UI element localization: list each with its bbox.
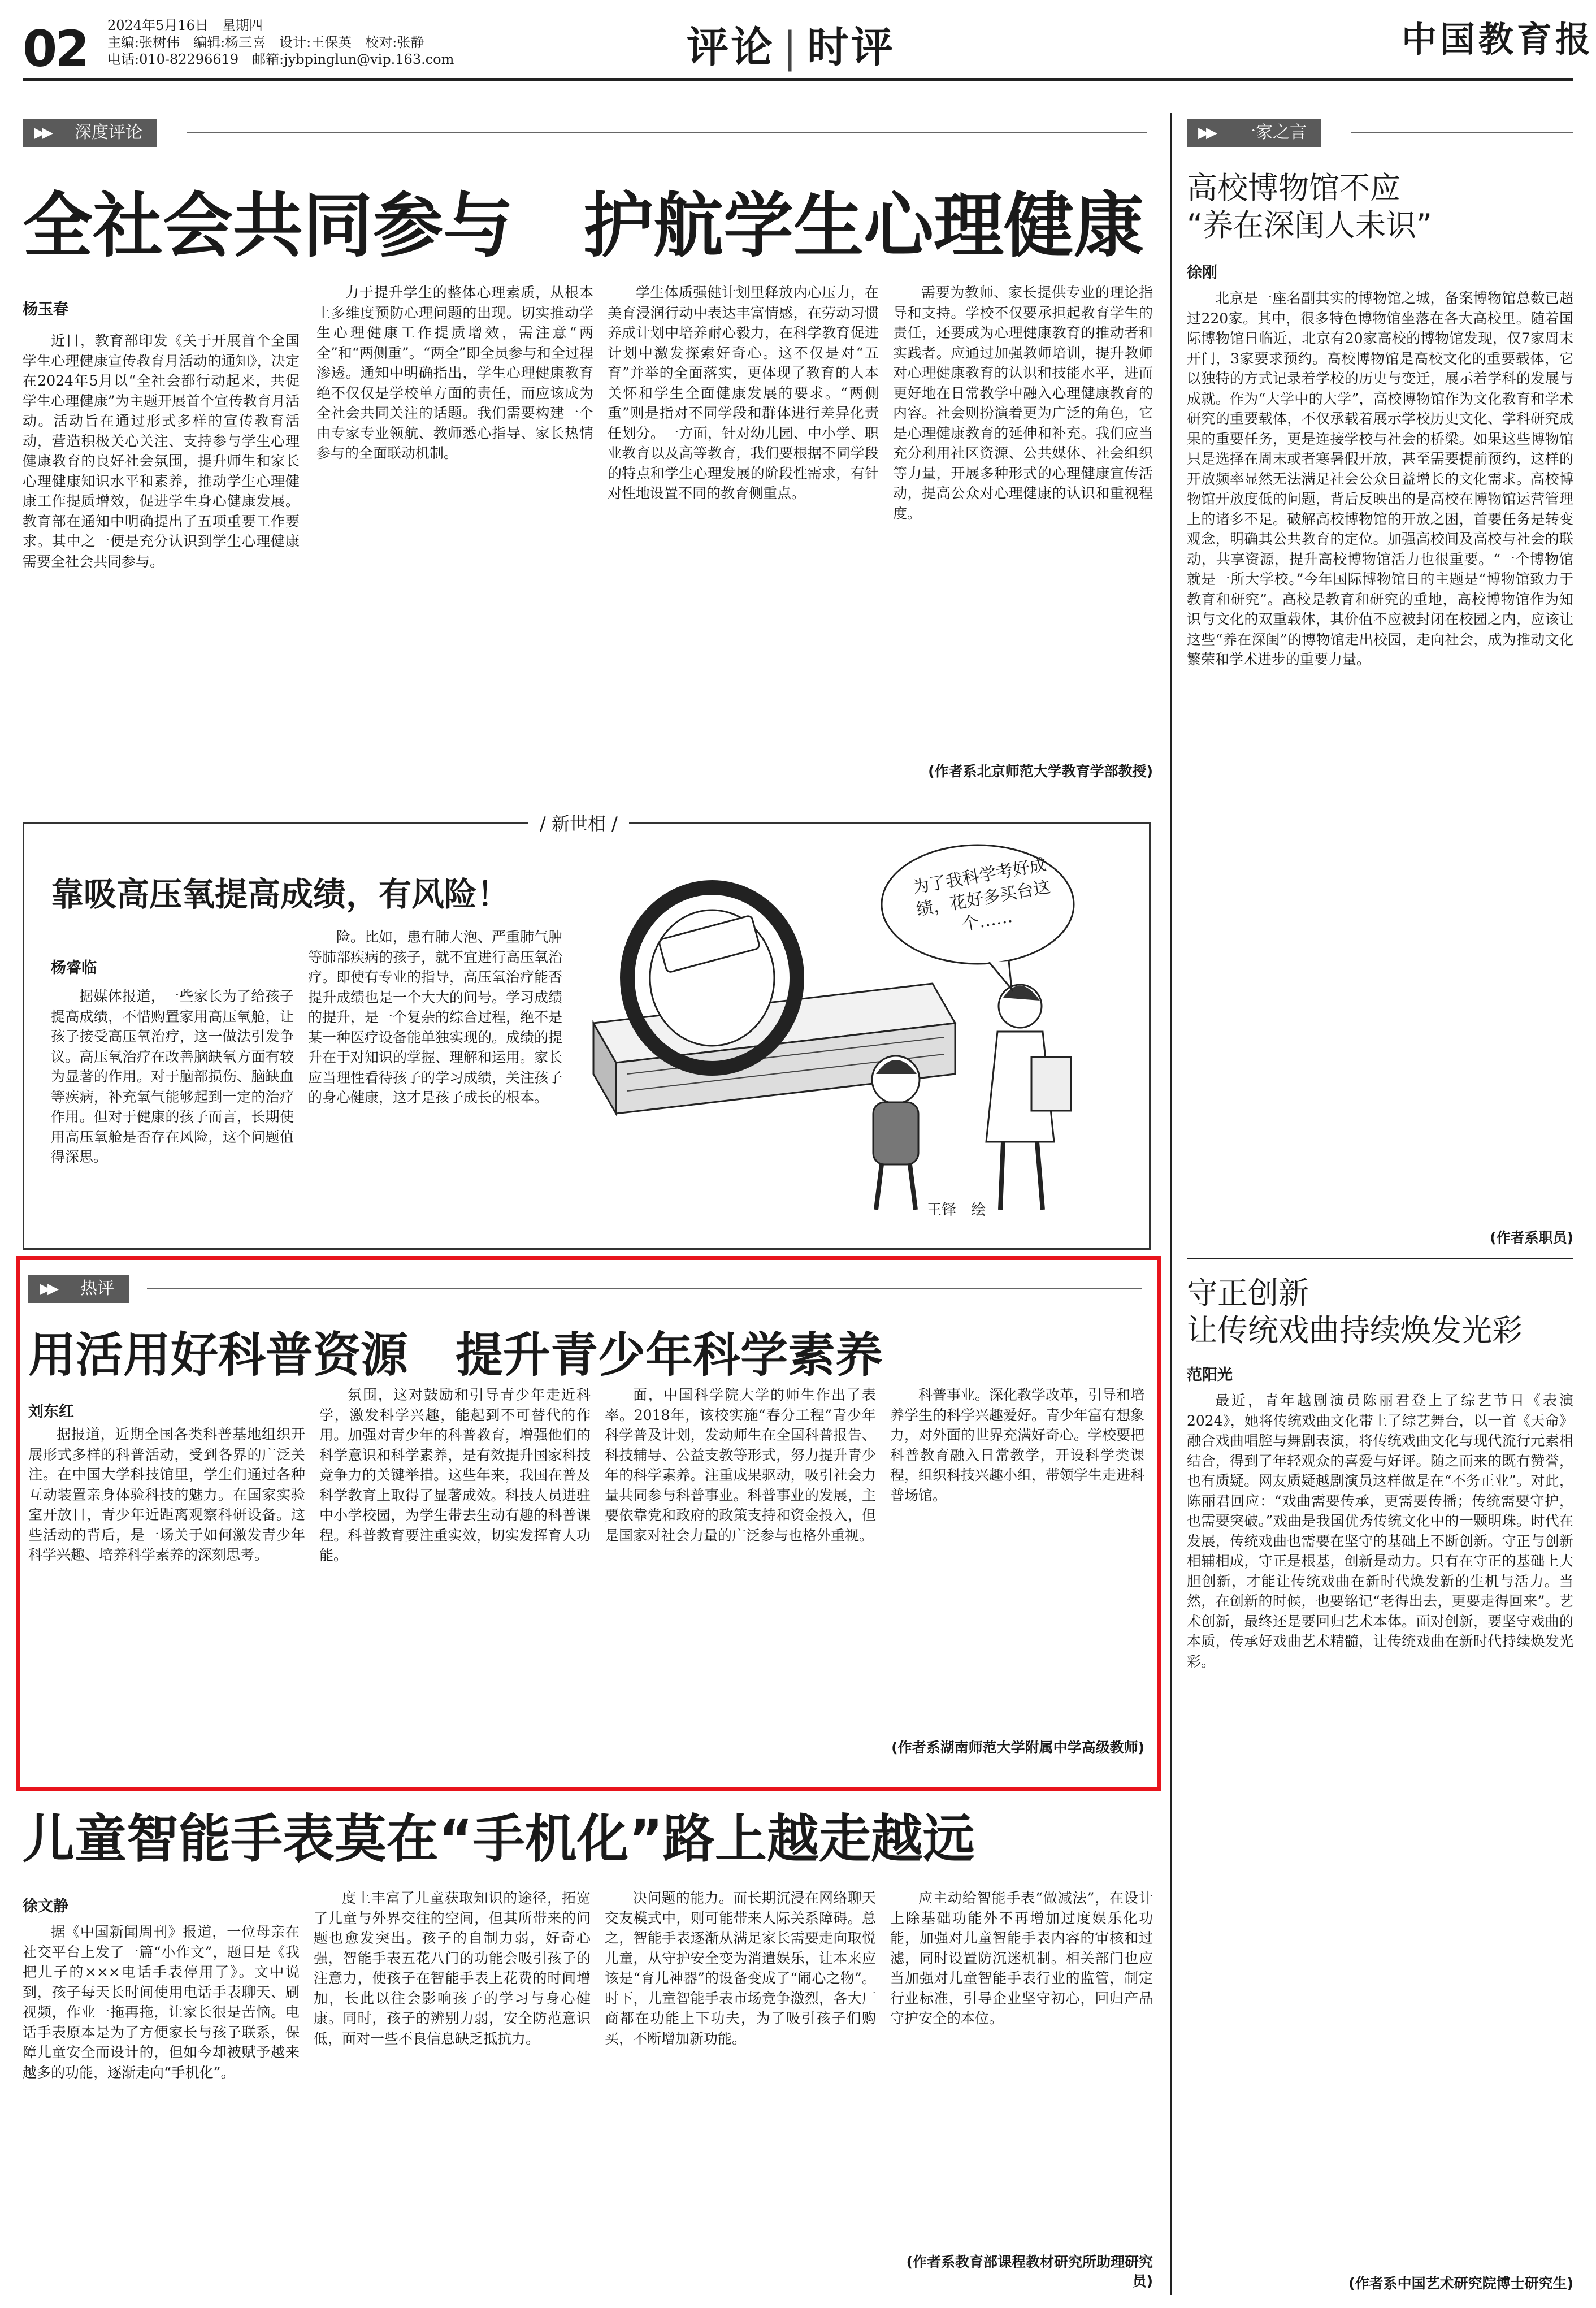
article-column: 氛围，这对鼓励和引导青少年走近科学，激发科学兴趣，能起到不可替代的作用。加强对青少年的科普教育，增强他们的科学意识和科学素养，是有效提升国家科技竞争力的关键举措。这些年来，我国在普及科学教育上取得了显著成效。科技人员进驻中小学校园，为学生带去生动有趣的科普课程。科普教育要注重实效，切实发挥育人功能。 xyxy=(319,1387,591,1564)
byline: 杨睿临 xyxy=(51,959,97,977)
headline: 高校博物馆不应 “养在深闺人未识” xyxy=(1187,170,1432,243)
column-tag-hot-review: ▶▶ 热评 xyxy=(28,1275,129,1303)
headline: 守正创新 让传统戏曲持续焕发光彩 xyxy=(1187,1275,1523,1348)
article-column: 学生体质强健计划里释放内心压力，在美育浸润行动中表达丰富情感，在劳动习惯养成计划中培养耐心毅力，在科学教育促进计划中激发探索好奇心。这不仅是对“五育”并举的全面落实，更体现了教育的人本关怀和学生全面健康发展的要求。“两侧重”则是指对不同学段和群体进行差异化责任划分。一方面，针对幼儿园、中小学、职业教育以及高等教育，我们要根据不同学段的特点和学生心理发展的阶段性需求，有针对性地设置不同的教育侧重点。 xyxy=(608,284,879,501)
headline: 全社会共同参与 护航学生心理健康 xyxy=(23,185,1144,267)
author-affiliation: (作者系职员) xyxy=(1490,1229,1573,1246)
byline: 范阳光 xyxy=(1187,1366,1233,1384)
section-title-a: 评论 xyxy=(687,23,775,72)
column-rule xyxy=(1351,132,1573,133)
headline: 靠吸高压氧提高成绩，有风险！ xyxy=(51,875,510,913)
byline: 徐刚 xyxy=(1187,264,1217,282)
byline: 徐文静 xyxy=(23,1898,68,1915)
article-column: 最近，青年越剧演员陈丽君登上了综艺节目《表演2024》，她将传统戏曲文化带上了综艺舞台，以一首《天命》融合戏曲唱腔与舞剧表演，将传统戏曲文化与现代流行元素相结合，得到了年轻观众的喜爱与好评。随之而来的既有赞誉，也有质疑。网友质疑越剧演员这样做是在“不务正业”。对此，陈丽君回应：“戏曲需要传承，更需要传播；传统需要守护，也需要突破。”戏曲是我国优秀传统文化中的一颗明珠。时代在发展，传统戏曲也需要在坚守的基础上不断创新。守正与创新相辅相成，守正是根基，创新是动力。只有在守正的基础上大胆创新，才能让传统戏曲在新时代焕发新的生机与活力。当然，在创新的时候，也要铭记“老得出去，更要走得回来”。艺术创新，最终还是要回归艺术本体。面对创新，要坚守戏曲的本质，传承好戏曲艺术精髓，让传统戏曲在新时代持续焕发光彩。 xyxy=(1187,1392,1573,1670)
article-column: 度上丰富了儿童获取知识的途径，拓宽了儿童与外界交往的空间，但其所带来的问题也愈发突出。孩子的自制力弱，好奇心强，智能手表五花八门的功能会吸引孩子的注意力，使孩子在智能手表上花费的时间增加，长此以往会影响孩子的学习与身心健康。同时，孩子的辨别力弱，安全防范意识低，面对一些不良信息缺乏抵抗力。 xyxy=(314,1890,591,2047)
section-title-b: 时评 xyxy=(806,23,895,72)
column-tag-opinion: ▶▶ 一家之言 xyxy=(1187,119,1321,147)
column-rule xyxy=(147,1288,1142,1289)
column-tag-new-world: / 新世相 / xyxy=(528,809,629,835)
article-column: 力于提升学生的整体心理素质，从根本上多维度预防心理问题的出现。切实推动学生心理健康工作提质增效，需注意“两全”和“两侧重”。“两全”即全员参与和全过程渗透。通知中明确指出，学生心理健康教育绝不仅仅是学校单方面的责任，而应该成为全社会共同关注的话题。我们需要构建一个由专家专业领航、教师悉心指导、家长热情参与的全面联动机制。 xyxy=(316,284,593,461)
article-column: 决问题的能力。而长期沉浸在网络聊天交友模式中，则可能带来人际关系障碍。总之，智能手表逐渐从满足家长需要走向取悦儿童，从守护安全变为消遣娱乐，让本来应该是“育儿神器”的设备变成了“闹心之物”。时下，儿童智能手表市场竞争激烈，各大厂商都在功能上下功夫，为了吸引孩子们购买，不断增加新功能。 xyxy=(605,1890,876,2047)
byline: 杨玉春 xyxy=(23,301,68,318)
article-column: 北京是一座名副其实的博物馆之城，备案博物馆总数已超过220家。其中，很多特色博物馆坐落在各大高校里。随着国际博物馆日临近，北京有20家高校的博物馆发现，仅7家周末开门，3家要求预约。高校博物馆是高校文化的重要载体，它以独特的方式记录着学校的历史与变迁，展示着学科的发展与成就。作为“大学中的大学”，高校博物馆作为文化教育和学术研究的重要载体，不仅承载着展示学校历史文化、学科研究成果的重要任务，更是连接学校与社会的桥梁。如果这些博物馆只是选择在周末或者寒暑假开放，甚至需要提前预约，这样的开放频率显然无法满足社会公众日益增长的文化需求。高校博物馆开放度低的问题，背后反映出的是高校在博物馆运营管理上的诸多不足。破解高校博物馆的开放之困，首要任务是转变观念，明确其公共教育的定位。加强高校间及高校与社会的联动，共享资源，提升高校博物馆活力也很重要。“一个博物馆就是一所大学校。”今年国际博物馆日的主题是“博物馆致力于教育和研究”。高校是教育和研究的重地，高校博物馆作为知识与文化的双重载体，其价值不应被封闭在校园之内，应该让这些“养在深闺”的博物馆走出校园，走向社会，成为推动文化繁荣和学术进步的重要力量。 xyxy=(1187,290,1573,668)
date-line: 2024年5月16日 星期四 xyxy=(107,18,263,33)
headline: 用活用好科普资源 提升青少年科学素养 xyxy=(28,1327,883,1383)
article-column: 据媒体报道，一些家长为了给孩子提高成绩，不惜购置家用高压氧舱，让孩子接受高压氧治疗，这一做法引发争议。高压氧治疗在改善脑缺氧方面有较为显著的作用。对于脑部损伤、脑缺血等疾病，补充氧气能够起到一定的治疗作用。但对于健康的孩子而言，长期使用高压氧舱是否存在风险，这个问题值得深思。 xyxy=(51,988,294,1165)
contact-info: 电话:010-82296619 邮箱:jybpinglun@vip.163.com xyxy=(107,51,454,67)
article-column: 需要为教师、家长提供专业的理论指导和支持。学校不仅要承担起教育学生的责任，还要成为心理健康教育的推动者和实践者。应通过加强教师培训，提升教师对心理健康教育的认识和技能水平，进而更好地在日常教学中融入心理健康教育的内容。社会则扮演着更为广泛的角色，它是心理健康教育的延伸和补充。我们应当充分利用社区资源、公共媒体、社会组织等力量，开展多种形式的心理健康宣传活动，提高公众对心理健康的认识和重视程度。 xyxy=(893,284,1153,522)
arrow-icon: ▶▶ xyxy=(1198,124,1214,141)
byline: 刘东红 xyxy=(28,1403,74,1421)
page-number: 02 xyxy=(23,20,88,78)
arrow-icon: ▶▶ xyxy=(40,1280,55,1297)
newspaper-logo: 中国教育报 xyxy=(1402,19,1594,60)
column-rule xyxy=(187,132,1147,133)
column-tag-deep-review: ▶▶ 深度评论 xyxy=(23,119,157,147)
editor-credits: 主编:张树伟 编辑:杨三喜 设计:王保英 校对:张静 xyxy=(107,34,424,50)
arrow-icon: ▶▶ xyxy=(34,124,50,141)
article-column: 近日，教育部印发《关于开展首个全国学生心理健康宣传教育月活动的通知》，决定在2024年5月以“全社会都行动起来，共促学生心理健康”为主题开展首个宣传教育月活动。活动旨在通过形式多样的宣传教育活动，营造积极关心关注、支持参与学生心理健康教育的良好社会氛围，提升师生和家长心理健康知识水平和素养，推动学生心理健康工作提质增效，促进学生身心健康发展。教育部在通知中明确提出了五项重要工作要求。其中之一便是充分认识到学生心理健康需要全社会共同参与。 xyxy=(23,332,300,570)
section-title: 评论 | 时评 xyxy=(687,23,895,72)
author-affiliation: (作者系湖南师范大学附属中学高级教师) xyxy=(891,1739,1144,1756)
article-column: 据报道，近期全国各类科普基地组织开展形式多样的科普活动，受到各界的广泛关注。在中国大学科技馆里，学生们通过各种互动装置亲身体验科技的魅力。在国家实验室开放日，青少年近距离观察科研设备。这些活动的背后，是一场关于如何激发青少年科学兴趣、培养科学素养的深刻思考。 xyxy=(28,1426,305,1563)
article-column: 据《中国新闻周刊》报道，一位母亲在社交平台上发了一篇“小作文”，题目是《我把儿子的×××电话手表停用了》。文中说到，孩子每天长时间使用电话手表聊天、刷视频，作业一拖再拖，让家长很是苦恼。电话手表原本是为了方便家长与孩子联系，保障儿童安全而设计的，但如今却被赋予越来越多的功能，逐渐走向“手机化”。 xyxy=(23,1924,300,2081)
article-column: 面，中国科学院大学的师生作出了表率。2018年，该校实施“春分工程”青少年科学普及计划，发动师生在全国科普报告、科技辅导、公益支教等形式，努力提升青少年的科学素养。注重成果驱动，吸引社会力量共同参与科普事业。科普事业的发展，主要依靠党和政府的政策支持和资金投入，但是国家对社会力量的广泛参与也格外重视。 xyxy=(605,1387,876,1544)
cartoon-illustration xyxy=(582,837,1136,1238)
author-affiliation: (作者系教育部课程教材研究所助理研究员) xyxy=(906,2254,1153,2289)
author-affiliation: (作者系中国艺术研究院博士研究生) xyxy=(1348,2275,1573,2292)
speech-bubble-text: 为了我科学考好成绩，花好多买台这个…… xyxy=(910,855,1052,935)
article-column: 险。比如，患有肺大泡、严重肺气肿等肺部疾病的孩子，就不宜进行高压氧治疗。即使有专业的指导，高压氧治疗能否提升成绩也是一个大大的问号。学习成绩的提升，是一个复杂的综合过程，绝不是某一种医疗设备能单独实现的。成绩的提升在于对知识的掌握、理解和运用。家长应当理性看待孩子的学习成绩，关注孩子的身心健康，这才是孩子成长的根本。 xyxy=(308,929,562,1106)
column-divider xyxy=(1170,113,1172,2295)
article-column: 科普事业。深化教学改革，引导和培养学生的科学兴趣爱好。青少年富有想象力，对外面的世界充满好奇心。学校要把科普教育融入日常教学，开设科学类课程，组织科技兴趣小组，带领学生走进科普场馆。 xyxy=(890,1387,1144,1504)
masthead-rule xyxy=(23,78,1573,81)
section-rule xyxy=(1187,1258,1573,1259)
author-affiliation: (作者系北京师范大学教育学部教授) xyxy=(928,763,1153,780)
article-column: 应主动给智能手表“做减法”，在设计上除基础功能外不再增加过度娱乐化功能，加强对儿童智能手表内容的审核和过滤，同时设置防沉迷机制。相关部门也应当加强对儿童智能手表行业的监管，制定行业标准，引导企业坚守初心，回归产品守护安全的本位。 xyxy=(890,1890,1153,2026)
illustration-credit: 王铎 绘 xyxy=(927,1202,986,1219)
headline: 儿童智能手表莫在“手机化”路上越走越远 xyxy=(23,1809,975,1869)
